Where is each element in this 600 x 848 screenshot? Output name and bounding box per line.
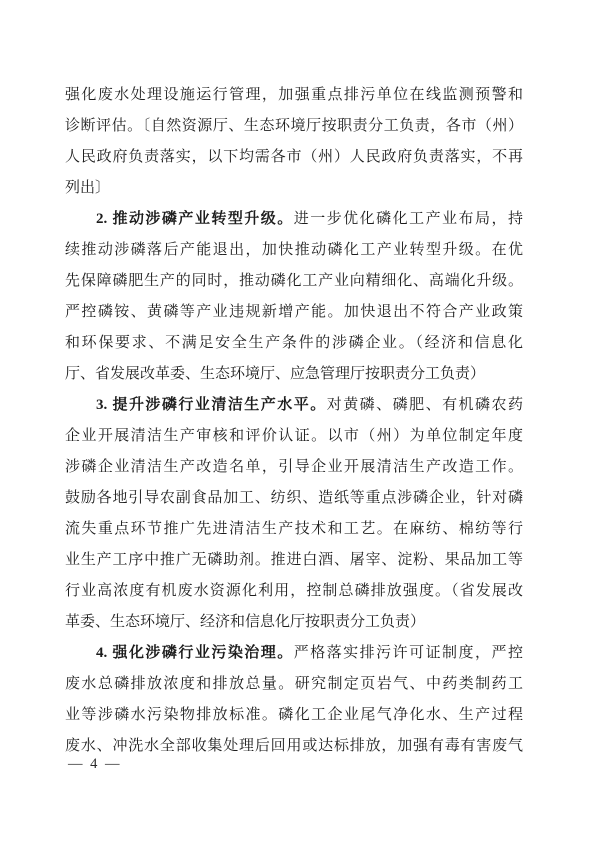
- line-text: 严控磷铵、黄磷等产业违规新增产能。加快退出不符合产业政策: [65, 304, 523, 320]
- text-line: [65, 328, 523, 359]
- line-text: 业生产工序中推广无磷助剂。推进白酒、屠宰、淀粉、果品加工等: [65, 552, 523, 568]
- item-heading: 4. 强化涉磷行业污染治理。: [96, 645, 294, 661]
- line-text: 进一步优化磷化工产业布局，持: [293, 211, 523, 227]
- text-line: [65, 266, 523, 297]
- text-line: [65, 545, 523, 576]
- text-line: [65, 111, 523, 142]
- line-text: 鼓励各地引导农副食品加工、纺织、造纸等重点涉磷企业，针对磷: [65, 490, 523, 506]
- line-text: 续推动涉磷落后产能退出，加快推动磷化工产业转型升级。在优: [65, 242, 523, 258]
- text-line: [65, 514, 523, 545]
- line-text: 革委、生态环境厅、经济和信息化厅按职责分工负责）: [65, 614, 426, 630]
- item-heading: 3. 提升涉磷行业清洁生产水平。: [96, 397, 327, 413]
- line-text: 诊断评估。〔自然资源厅、生态环境厅按职责分工负责，各市（州）: [65, 118, 523, 134]
- line-text: 强化废水处理设施运行管理，加强重点排污单位在线监测预警和: [65, 87, 523, 103]
- text-line: [65, 576, 523, 607]
- line-text: 人民政府负责落实，以下均需各市（州）人民政府负责落实，不再: [65, 149, 523, 165]
- line-text: 列出〕: [65, 180, 111, 196]
- line-text: 业等涉磷水污染物排放标准。磷化工企业尾气净化水、生产过程: [65, 707, 523, 723]
- document-lines: [65, 80, 523, 762]
- text-line: [65, 235, 523, 266]
- line-text: 涉磷企业清洁生产改造名单，引导企业开展清洁生产改造工作。: [65, 459, 523, 475]
- text-line: [65, 452, 523, 483]
- text-line: [65, 700, 523, 731]
- line-text: 严格落实排污许可证制度，严控: [293, 645, 523, 661]
- text-line: [65, 669, 523, 700]
- line-text: 行业高浓度有机废水资源化利用，控制总磷排放强度。（省发展改: [65, 583, 523, 599]
- text-line: [65, 142, 523, 173]
- page-number: — 4 —: [68, 756, 122, 772]
- text-line: [65, 483, 523, 514]
- line-text: 对黄磷、磷肥、有机磷农药: [326, 397, 523, 413]
- line-text: 厅、省发展改革委、生态环境厅、应急管理厅按职责分工负责）: [65, 366, 486, 382]
- text-line: [65, 638, 523, 669]
- text-line: [65, 80, 523, 111]
- line-text: 先保障磷肥生产的同时，推动磷化工产业向精细化、高端化升级。: [65, 273, 523, 289]
- text-line: [65, 173, 523, 204]
- text-line: [65, 421, 523, 452]
- text-line: [65, 607, 523, 638]
- text-line: [65, 731, 523, 762]
- item-heading: 2. 推动涉磷产业转型升级。: [96, 211, 294, 227]
- line-text: 废水总磷排放浓度和排放总量。研究制定页岩气、中药类制药工: [65, 676, 523, 692]
- text-line: [65, 297, 523, 328]
- line-text: 流失重点环节推广先进清洁生产技术和工艺。在麻纺、棉纺等行: [65, 521, 523, 537]
- text-line: [65, 359, 523, 390]
- text-line: [65, 204, 523, 235]
- text-line: [65, 390, 523, 421]
- line-text: 企业开展清洁生产审核和评价认证。以市（州）为单位制定年度: [65, 428, 523, 444]
- line-text: 和环保要求、不满足安全生产条件的涉磷企业。（经济和信息化: [65, 335, 523, 351]
- line-text: 废水、冲洗水全部收集处理后回用或达标排放，加强有毒有害废气: [65, 738, 523, 754]
